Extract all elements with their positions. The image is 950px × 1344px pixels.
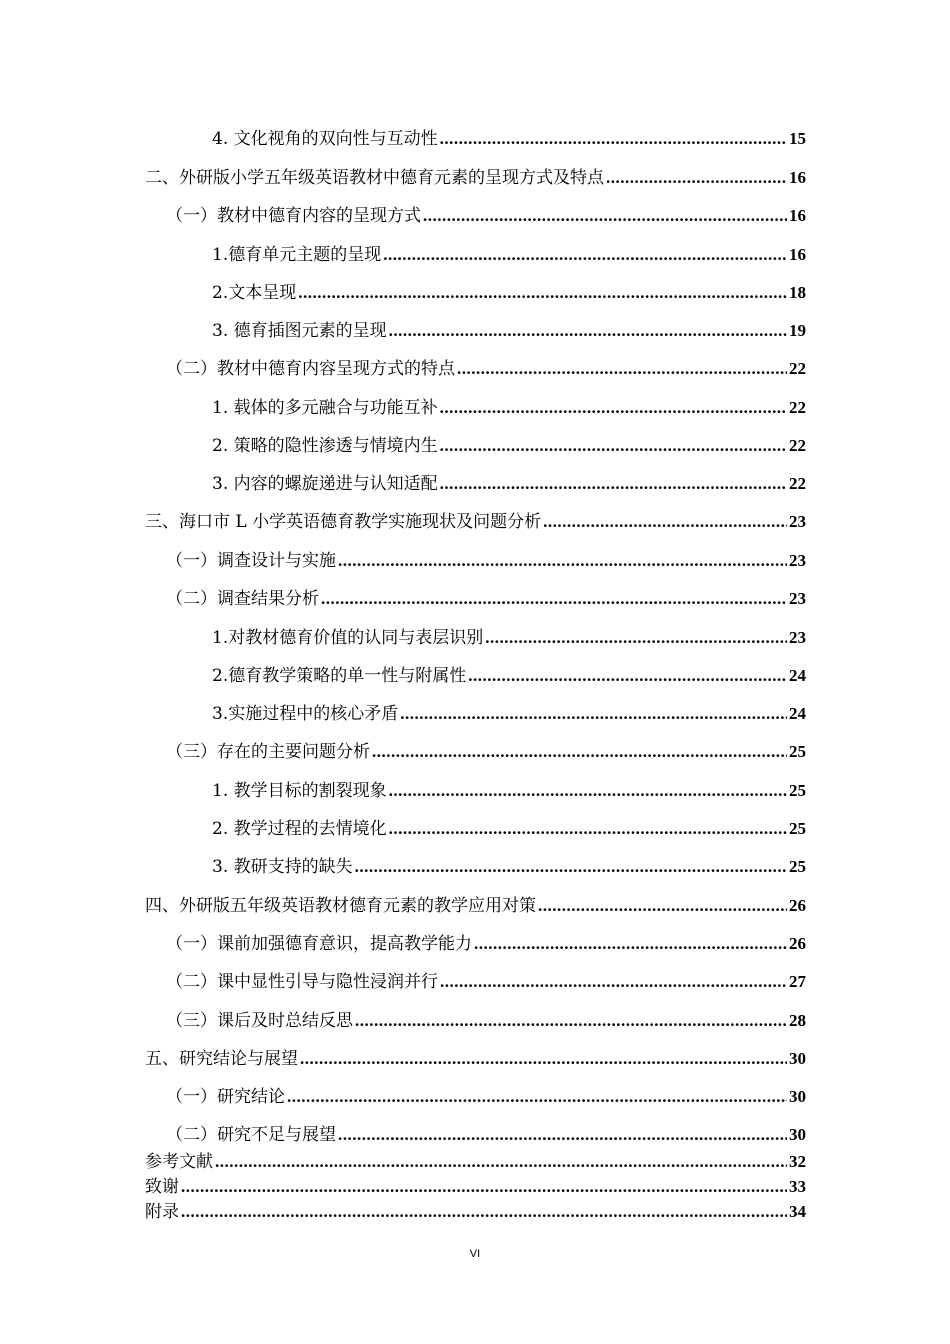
toc-entry-page-number: 26 bbox=[789, 934, 806, 953]
toc-leader-dots bbox=[538, 895, 787, 917]
toc-entry-label: 3. 内容的螺旋递进与认知适配 bbox=[212, 474, 438, 494]
toc-entry-page-number: 15 bbox=[789, 129, 806, 148]
toc-entry[interactable] bbox=[0, 205, 806, 227]
toc-leader-dots bbox=[321, 588, 787, 610]
toc-entry-page-number: 26 bbox=[789, 896, 806, 915]
toc-entry-page-number: 25 bbox=[789, 819, 806, 838]
toc-entry-page-number: 16 bbox=[789, 206, 806, 225]
toc-entry[interactable] bbox=[0, 128, 806, 150]
toc-entry[interactable] bbox=[0, 895, 806, 917]
toc-entry[interactable] bbox=[0, 511, 806, 533]
toc-entry[interactable] bbox=[0, 473, 806, 495]
toc-entry-label: 三、海口市 L 小学英语德育教学实施现状及问题分析 bbox=[145, 512, 542, 532]
toc-entry-label: 1.德育单元主题的呈现 bbox=[212, 245, 382, 265]
toc-entry-label: 1. 教学目标的割裂现象 bbox=[212, 781, 387, 801]
toc-entry[interactable] bbox=[0, 244, 806, 266]
toc-leader-dots bbox=[389, 818, 787, 840]
toc-entry[interactable] bbox=[0, 1124, 806, 1146]
toc-entry[interactable] bbox=[0, 1151, 806, 1173]
toc-leader-dots bbox=[543, 511, 787, 533]
toc-entry-label: 2.德育教学策略的单一性与附属性 bbox=[212, 666, 467, 686]
toc-entry[interactable] bbox=[0, 665, 806, 687]
toc-leader-dots bbox=[181, 1201, 787, 1223]
toc-entry-page-number: 30 bbox=[789, 1049, 806, 1068]
toc-entry-label: 二、外研版小学五年级英语教材中德育元素的呈现方式及特点 bbox=[145, 168, 604, 188]
toc-leader-dots bbox=[300, 1048, 787, 1070]
toc-entry-page-number: 22 bbox=[789, 359, 806, 378]
toc-leader-dots bbox=[389, 320, 787, 342]
toc-entry[interactable] bbox=[0, 741, 806, 763]
toc-entry-page-number: 22 bbox=[789, 436, 806, 455]
toc-entry-page-number: 22 bbox=[789, 474, 806, 493]
toc-leader-dots bbox=[338, 1124, 787, 1146]
toc-entry-label: 3. 教研支持的缺失 bbox=[212, 857, 353, 877]
toc-entry-label: 参考文献 bbox=[145, 1152, 213, 1172]
toc-entry-label: 3.实施过程中的核心矛盾 bbox=[212, 704, 399, 724]
toc-entry-page-number: 25 bbox=[789, 781, 806, 800]
toc-leader-dots bbox=[383, 244, 787, 266]
toc-entry-page-number: 23 bbox=[789, 512, 806, 531]
toc-entry-page-number: 23 bbox=[789, 551, 806, 570]
toc-entry-label: （二）调查结果分析 bbox=[166, 589, 319, 609]
toc-entry-page-number: 25 bbox=[789, 742, 806, 761]
toc-entry-page-number: 24 bbox=[789, 666, 806, 685]
toc-leader-dots bbox=[457, 358, 787, 380]
toc-entry[interactable] bbox=[0, 933, 806, 955]
toc-entry[interactable] bbox=[0, 1010, 806, 1032]
toc-entry-label: （三）存在的主要问题分析 bbox=[166, 742, 370, 762]
toc-entry-label: （二）课中显性引导与隐性浸润并行 bbox=[166, 972, 438, 992]
toc-entry[interactable] bbox=[0, 1201, 806, 1223]
toc-entry-page-number: 30 bbox=[789, 1125, 806, 1144]
toc-entry-label: 2. 教学过程的去情境化 bbox=[212, 819, 387, 839]
toc-entry[interactable] bbox=[0, 780, 806, 802]
toc-entry-page-number: 16 bbox=[789, 245, 806, 264]
toc-entry-page-number: 18 bbox=[789, 283, 806, 302]
toc-entry-label: （二）研究不足与展望 bbox=[166, 1125, 336, 1145]
toc-entry-label: （一）教材中德育内容的呈现方式 bbox=[166, 206, 421, 226]
toc-entry[interactable] bbox=[0, 1048, 806, 1070]
toc-leader-dots bbox=[606, 167, 787, 189]
toc-entry-label: 4. 文化视角的双向性与互动性 bbox=[212, 129, 438, 149]
toc-entry-label: 2.文本呈现 bbox=[212, 283, 297, 303]
toc-entry-label: （三）课后及时总结反思 bbox=[166, 1011, 353, 1031]
toc-leader-dots bbox=[440, 128, 787, 150]
toc-entry-label: （一）调查设计与实施 bbox=[166, 551, 336, 571]
toc-entry-page-number: 24 bbox=[789, 704, 806, 723]
toc-entry-label: （二）教材中德育内容呈现方式的特点 bbox=[166, 359, 455, 379]
toc-entry[interactable] bbox=[0, 1086, 806, 1108]
toc-leader-dots bbox=[474, 933, 787, 955]
toc-entry-label: （一）研究结论 bbox=[166, 1087, 285, 1107]
toc-leader-dots bbox=[440, 435, 787, 457]
toc-entry-label: 致谢 bbox=[145, 1177, 179, 1197]
toc-leader-dots bbox=[423, 205, 787, 227]
toc-entry[interactable] bbox=[0, 588, 806, 610]
toc-entry-page-number: 22 bbox=[789, 398, 806, 417]
toc-leader-dots bbox=[287, 1086, 787, 1108]
toc-entry[interactable] bbox=[0, 282, 806, 304]
toc-leader-dots bbox=[485, 627, 787, 649]
toc-leader-dots bbox=[298, 282, 787, 304]
toc-entry[interactable] bbox=[0, 320, 806, 342]
toc-entry-page-number: 23 bbox=[789, 628, 806, 647]
toc-entry-page-number: 28 bbox=[789, 1011, 806, 1030]
toc-leader-dots bbox=[468, 665, 787, 687]
toc-entry[interactable] bbox=[0, 971, 806, 993]
toc-leader-dots bbox=[440, 971, 787, 993]
toc-leader-dots bbox=[355, 1010, 787, 1032]
toc-entry[interactable] bbox=[0, 358, 806, 380]
toc-leader-dots bbox=[355, 856, 787, 878]
toc-entry-page-number: 30 bbox=[789, 1087, 806, 1106]
toc-entry[interactable] bbox=[0, 397, 806, 419]
toc-leader-dots bbox=[440, 473, 787, 495]
toc-entry[interactable] bbox=[0, 627, 806, 649]
toc-entry-page-number: 34 bbox=[789, 1202, 806, 1221]
toc-entry[interactable] bbox=[0, 1176, 806, 1198]
toc-entry-page-number: 27 bbox=[789, 972, 806, 991]
toc-entry[interactable] bbox=[0, 167, 806, 189]
toc-leader-dots bbox=[389, 780, 787, 802]
toc-leader-dots bbox=[181, 1176, 787, 1198]
toc-entry-page-number: 16 bbox=[789, 168, 806, 187]
toc-leader-dots bbox=[440, 397, 787, 419]
toc-leader-dots bbox=[215, 1151, 787, 1173]
toc-leader-dots bbox=[372, 741, 787, 763]
toc-entry[interactable] bbox=[0, 703, 806, 725]
toc-entry-page-number: 25 bbox=[789, 857, 806, 876]
toc-entry-page-number: 19 bbox=[789, 321, 806, 340]
toc-entry-label: 五、研究结论与展望 bbox=[145, 1049, 298, 1069]
toc-entry-label: 3. 德育插图元素的呈现 bbox=[212, 321, 387, 341]
toc-entry[interactable] bbox=[0, 818, 806, 840]
toc-entry-label: 2. 策略的隐性渗透与情境内生 bbox=[212, 436, 438, 456]
toc-leader-dots bbox=[338, 550, 787, 572]
toc-entry-label: 四、外研版五年级英语教材德育元素的教学应用对策 bbox=[145, 896, 536, 916]
toc-entry[interactable] bbox=[0, 435, 806, 457]
toc-entry-label: 1.对教材德育价值的认同与表层识别 bbox=[212, 628, 484, 648]
toc-entry-page-number: 33 bbox=[789, 1177, 806, 1196]
toc-entry-label: 附录 bbox=[145, 1202, 179, 1222]
page-number-footer: VI bbox=[469, 1248, 481, 1260]
toc-entry-label: 1. 载体的多元融合与功能互补 bbox=[212, 398, 438, 418]
toc-entry-label: （一）课前加强德育意识，提高教学能力 bbox=[166, 934, 472, 954]
toc-entry[interactable] bbox=[0, 856, 806, 878]
toc-entry-page-number: 32 bbox=[789, 1152, 806, 1171]
toc-leader-dots bbox=[400, 703, 787, 725]
toc-entry[interactable] bbox=[0, 550, 806, 572]
toc-entry-page-number: 23 bbox=[789, 589, 806, 608]
